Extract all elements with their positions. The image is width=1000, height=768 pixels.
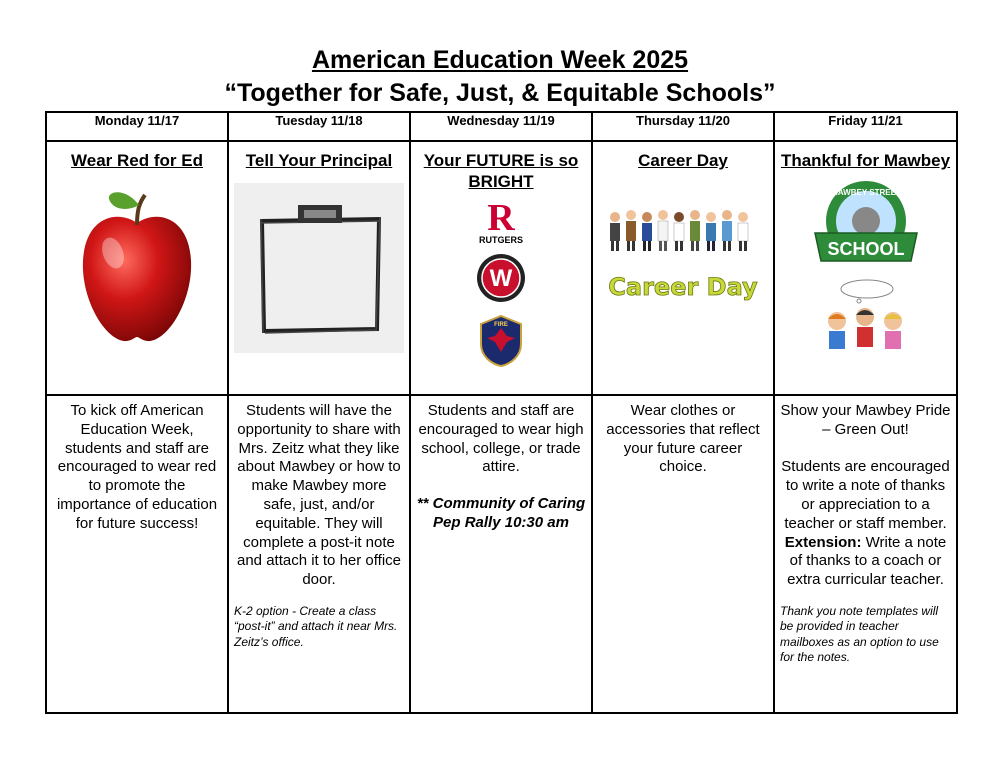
rutgers-name: RUTGERS: [478, 235, 524, 245]
fire-badge-text: FIRE: [494, 322, 508, 328]
people-figures: [610, 210, 748, 251]
friday-theme: Thankful for Mawbey: [780, 151, 951, 170]
wednesday-description-cell: [410, 395, 592, 713]
wednesday-description: Students and staff are encouraged to wear high school, college, or trade attire.: [418, 402, 584, 476]
mawbey-school-logo-icon: [811, 177, 921, 273]
header-monday: Monday 11/17: [46, 112, 228, 141]
friday-description: [775, 396, 956, 590]
header-thursday: Thursday 11/20: [592, 112, 774, 141]
thinking-kids-clipart-icon: [821, 277, 911, 357]
apple-icon: [77, 181, 197, 351]
friday-description-text: Students are encouraged to write a note of thanks or appreciation to a teacher or staff member.: [781, 458, 950, 532]
friday-extension-label: Extension:: [784, 533, 862, 551]
rutgers-letter: R: [487, 198, 515, 239]
tuesday-description-cell: [228, 395, 410, 713]
page-title: American Education Week 2025: [311, 46, 689, 74]
monday-description-cell: [46, 395, 228, 713]
wednesday-theme-cell: [410, 141, 592, 395]
w-letter: W: [489, 265, 513, 292]
friday-description-line2: [780, 458, 951, 590]
monday-description: To kick off American Education Week, students and staff are encouraged to wear red to promote the importance of education for future success!: [56, 402, 218, 532]
description-row: [46, 395, 957, 713]
tuesday-note: K-2 option - Create a class “post-it” and attach it near Mrs. Zeitz’s office.: [234, 603, 398, 649]
thursday-theme-cell: [592, 141, 774, 395]
page-subtitle: “Together for Safe, Just, & Equitable Schools”: [224, 79, 776, 107]
thursday-theme: Career Day: [638, 151, 728, 170]
theme-row: [46, 141, 957, 395]
rutgers-logo-icon: [471, 198, 531, 246]
mawbey-logo-top-text: MAWBEY STREET: [830, 188, 901, 197]
header-wednesday: Wednesday 11/19: [410, 112, 592, 141]
friday-extension-text: Write a note of thanks to a coach or extra curricular teacher.: [787, 533, 947, 589]
w-school-logo-icon: [475, 252, 527, 304]
friday-description-line1: Show your Mawbey Pride – Green Out!: [780, 402, 951, 438]
header-row: [46, 112, 957, 141]
career-day-clipart-icon: [603, 203, 763, 313]
wednesday-event: ** Community of Caring Pep Rally 10:30 am: [416, 495, 586, 531]
header-friday: Friday 11/21: [774, 112, 957, 141]
tuesday-description: Students will have the opportunity to share with Mrs. Zeitz what they like about Mawbey or how to make Mawbey more safe, just, and/or equitable. They will complete a post-it note and attach it to her office door.: [237, 402, 401, 589]
friday-note: Thank you note templates will be provided in teacher mailboxes as an option to use for the notes.: [780, 603, 939, 665]
schedule-table: [45, 111, 958, 714]
fire-academy-badge-icon: [477, 314, 525, 368]
tuesday-theme: Tell Your Principal: [245, 151, 393, 170]
thursday-description-cell: [592, 395, 774, 713]
career-day-image-text: Career Day: [608, 273, 758, 301]
header-tuesday: Tuesday 11/18: [228, 112, 410, 141]
thursday-description: Wear clothes or accessories that reflect your future career choice.: [606, 402, 760, 476]
monday-theme: Wear Red for Ed: [71, 151, 203, 170]
wednesday-theme: Your FUTURE is so BRIGHT: [423, 151, 579, 191]
monday-theme-cell: [46, 141, 228, 395]
mawbey-logo-bottom-text: SCHOOL: [826, 239, 905, 259]
friday-description-cell: [774, 395, 957, 713]
friday-theme-cell: [774, 141, 957, 395]
clipboard-sketch-icon: [234, 183, 404, 353]
tuesday-theme-cell: [228, 141, 410, 395]
